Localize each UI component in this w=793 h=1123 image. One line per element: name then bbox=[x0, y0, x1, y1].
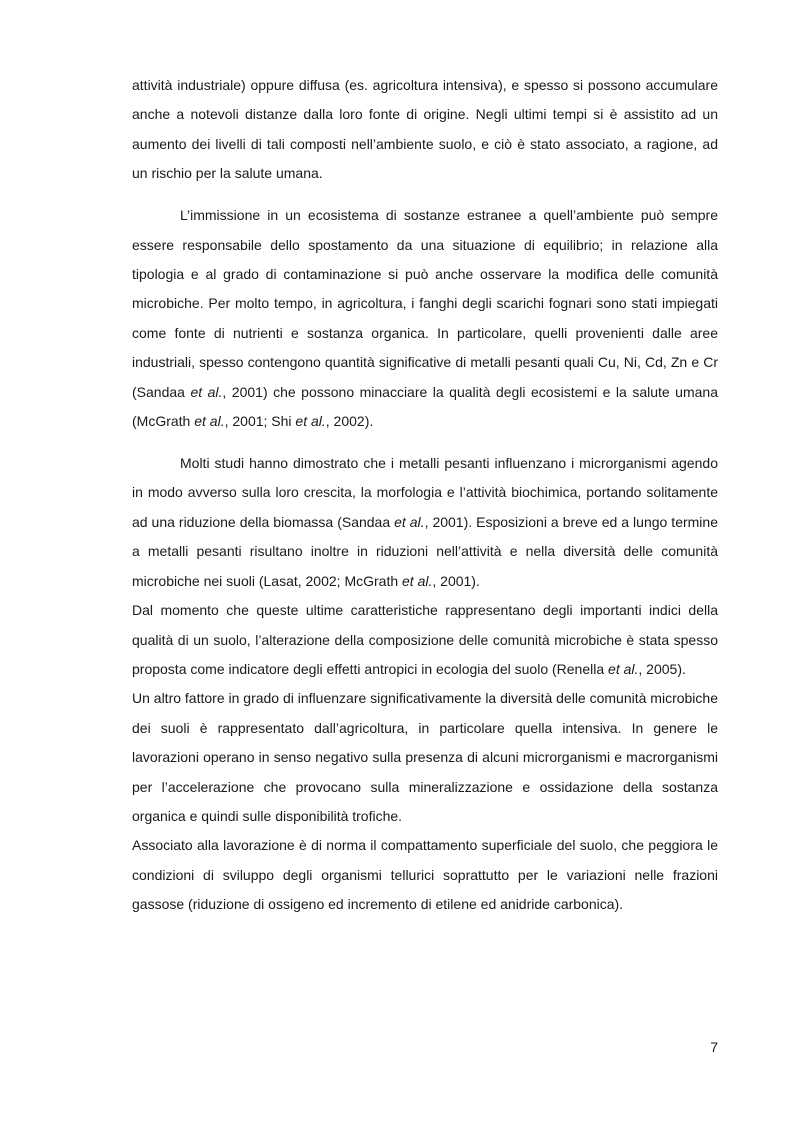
page-number: 7 bbox=[710, 1039, 718, 1055]
paragraph-2-et-al-1: et al. bbox=[190, 383, 223, 400]
paragraph-5: Un altro fattore in grado di influenzare significativamente la diversità delle comunità microbiche dei suoli è rappresentato dall’agricoltura, in particolare quella intensiva. In genere le lavorazioni operano in senso negativo sulla presenza di alcuni microrganismi e macrorganismi per l’accelerazione che provocano sulla mineralizzazione e ossidazione della sostanza organica e quindi sulle disponibilità trofiche. bbox=[132, 690, 718, 824]
paragraph-6: Associato alla lavorazione è di norma il compattamento superficiale del suolo, che peggiora le condizioni di sviluppo degli organismi tellurici soprattutto per le variazioni nelle frazioni gassose (riduzione di ossigeno ed incremento di etilene ed anidride carbonica). bbox=[132, 837, 718, 913]
paragraph-3-et-al-1: et al. bbox=[394, 513, 425, 530]
paragraph-2-et-al-2: et al. bbox=[194, 413, 225, 430]
paragraph-2-text-c: , 2001; Shi bbox=[224, 413, 296, 430]
paragraph-3 bbox=[132, 449, 718, 596]
paragraph-4 bbox=[132, 596, 718, 684]
paragraph-2-text-a: L’immissione in un ecosistema di sostanze estranee a quell’ambiente può sempre essere responsabile dello spostamento da una situazione di equilibrio; in relazione alla tipologia e al grado di contaminazione si può anche osservare la modifica delle comunità microbiche. Per molto tempo, in agricoltura, i fanghi degli scarichi fognari sono stati impiegati come fonte di nutrienti e sostanza organica. In particolare, quelli provenienti dalle aree industriali, spesso contengono quantità significative di metalli pesanti quali Cu, Ni, Cd, Zn e Cr (Sandaa bbox=[132, 207, 718, 400]
paragraph-4-text-a: Dal momento che queste ultime caratteristiche rappresentano degli importanti indici della qualità di un suolo, l’alterazione della composizione delle comunità microbiche è stata spesso proposta come indicatore degli effetti antropici in ecologia del suolo (Renella bbox=[132, 602, 718, 677]
paragraph-2-text-d: , 2002). bbox=[325, 413, 374, 430]
paragraph-3-text-a: Molti studi hanno dimostrato che i metalli pesanti influenzano i microrganismi agendo in modo avverso sulla loro crescita, la morfologia e l’attività biochimica, portando solitamente ad una riduzione della biomassa (Sandaa bbox=[132, 455, 718, 530]
paragraph-2 bbox=[132, 201, 718, 436]
paragraph-2-et-al-3: et al. bbox=[295, 413, 326, 430]
paragraph-2-text-b: , 2001) che possono minacciare la qualità degli ecosistemi e la salute umana (McGrath bbox=[132, 383, 718, 430]
body-text bbox=[132, 71, 718, 920]
paragraph-3-text-c: , 2001). bbox=[432, 572, 480, 589]
paragraph-1: attività industriale) oppure diffusa (es. agricoltura intensiva), e spesso si possono accumulare anche a notevoli distanze dalla loro fonte di origine. Negli ultimi tempi si è assistito ad un aumento dei livelli di tali composti nell’ambiente suolo, e ciò è stato associato, a ragione, ad un rischio per la salute umana. bbox=[132, 77, 718, 182]
paragraph-4-et-al-1: et al. bbox=[608, 660, 639, 677]
paragraph-4-text-b: , 2005). bbox=[638, 660, 686, 677]
paragraph-3-text-b: , 2001). Esposizioni a breve ed a lungo termine a metalli pesanti risultano inoltre in riduzioni nell’attività e nella diversità delle comunità microbiche nei suoli (Lasat, 2002; McGrath bbox=[132, 513, 718, 589]
paragraph-3-et-al-2: et al. bbox=[402, 572, 433, 589]
